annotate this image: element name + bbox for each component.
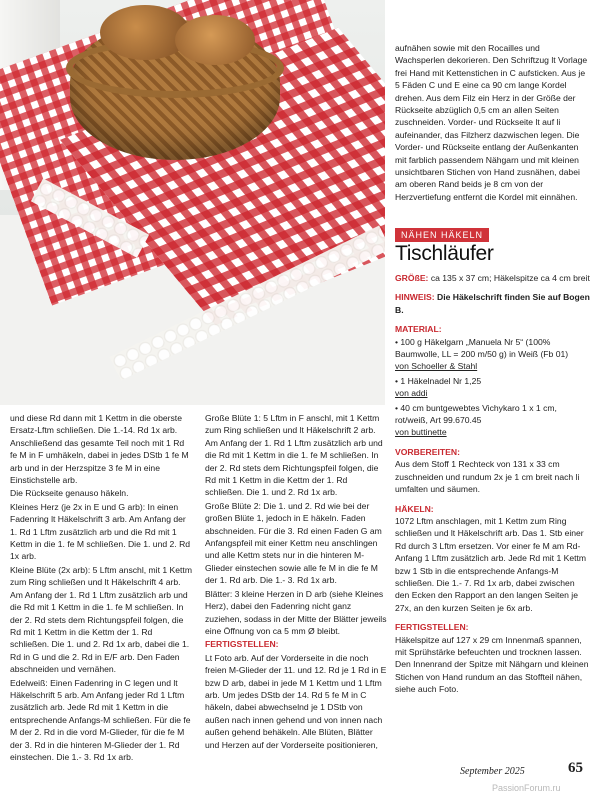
material-item-2: • 1 Häkelnadel Nr 1,25 <box>395 375 482 386</box>
instructions-right <box>395 272 590 703</box>
project-title: Tischläufer <box>395 242 494 265</box>
paragraph: Lt Foto arb. Auf der Vorderseite in die noch freien M-Glieder der 11. und 12. Rd je 1 Rd in E bzw D arb, dabei in jede M 1 Kettm und 1 Lftm arb. Um jedes DStb der 14. Rd 5 fe M in C häkeln, dabei abwechselnd je 1 DStb von außen nach innen gehend und von innen nach außen gehend behäkeln. Alle Blüten, Blätter und Herzen auf der Vorderseite positionieren, <box>205 652 387 750</box>
paragraph: Große Blüte 2: Die 1. und 2. Rd wie bei der großen Blüte 1, jedoch in E häkeln. Faden abschneiden. Für die 3. Rd einen Faden G am Anfangspfeil mit einer Kettm neu anschlingen und alle Kettm stets nur in die hinteren M-Glieder einstechen sowie alle fe M in die fe M der 1. Rd arb. Die 1.- 3. Rd 1x arb. <box>205 500 382 586</box>
size-label: GRÖßE: <box>395 273 429 283</box>
finish-text: Häkelspitze auf 127 x 29 cm Innenmaß spannen, mit Sprühstärke befeuchten und trocknen lassen. Den Innenrand der Spitze mit Nähgarn und kleinen Stichen von Hand rundum an das Stoffteil nähen, siehe auch Foto. <box>395 634 589 695</box>
paragraph: Die Rückseite genauso häkeln. <box>10 488 129 499</box>
material-source-1: von Schoeller & Stahl <box>395 361 478 372</box>
note-label: HINWEIS: <box>395 292 435 303</box>
paragraph: Kleine Blüte (2x arb): 5 Lftm anschl, mit 1 Kettm zum Ring schließen und lt Häkelschrift 4 arb. Am Anfang der 1. Rd 1 Lftm zusätzlich arb und die Rd mit 1 Kettm in die 1. fe M schließen. In der 2. Rd stets dem Richtungspfeil folgen, die Rd mit 1 Kettm in die Kettm der 1. Rd schließen. Die 1. und 2. Rd 1x arb, dabei die 1. Rd in G und die 2. Rd in E/F arb. Den Faden abschneiden und vernähen. <box>10 564 192 675</box>
bread-roll-2 <box>175 15 255 65</box>
material-section <box>395 323 590 373</box>
crochet-text: 1072 Lftm anschlagen, mit 1 Kettm zum Ring schließen und lt Häkelschrift arb. Das 1. Stb einer Rd durch 3 Lftm ersetzen. Vor einer fe M am Rd-Anfang 1 Lftm zusätzlich arb. Jede Rd mit 1 Kettm bzw 1 Stb in die entsprechende Anfangs-M schließen. Die 1.- 7. Rd 1x arb, dabei zwischen den Ecken den Rapport an den langen Seiten je 27x, an den kurzen Seiten je 6x arb. <box>395 515 587 613</box>
category-badge: NÄHEN HÄKELN <box>395 228 489 242</box>
right-column-continuation: aufnähen sowie mit den Rocailles und Wachsperlen dekorieren. Den Schriftzug lt Vorlage frei Hand mit Kettenstichen in C aufsticken. Aus je 5 Fäden C und E eine ca 90 cm lange Kordel drehen. Aus dem Filz ein Herz in der Größe der Rückseite abzüglich 0,5 cm an allen Seiten zuschneiden. Vorder- und Rückseite lt auf li aufeinander, das Filzherz dazwischen legen. Die Vorder- und Rückseite entlang der Außenkanten mit farblich passendem Nähgarn und mit kleinen unsichtbaren Stichen von Hand zusnähen, dabei am oberen Rand beids je 8 cm von der Herzvertiefung entfernt die Kordel mit einnähen. <box>395 43 588 202</box>
watermark: PassionForum.ru <box>492 783 561 793</box>
material-source-3: von buttinette <box>395 427 447 438</box>
material-item-2-block <box>395 375 590 400</box>
photo-table-runner <box>0 0 385 405</box>
size-text: ca 135 x 37 cm; Häkelspitze ca 4 cm breit <box>430 273 590 283</box>
note-section <box>395 291 590 316</box>
material-item-1: • 100 g Häkelgarn „Manuela Nr 5“ (100% Baumwolle, LL = 200 m/50 g) in Weiß (Fb 01) <box>395 336 569 360</box>
paragraph: Blätter: 3 kleine Herzen in D arb (siehe Kleines Herz), dabei den Fadenring nicht ganz zuziehen, sodass in der Mitte der Blätter jeweils eine Öffnung von ca 5 mm Ø bleibt. <box>205 588 387 636</box>
prepare-text: Aus dem Stoff 1 Rechteck von 131 x 33 cm zuschneiden und rundum 2x je 1 cm breit nach li umfalten und säumen. <box>395 459 580 495</box>
paragraph: Große Blüte 1: 5 Lftm in F anschl, mit 1 Kettm zum Ring schließen und lt Häkelschrift 2 arb. Am Anfang der 1. Rd 1 Lftm zusätzlich arb und die Rd mit 1 Kettm in die 1. fe M schließen. In der 2. Rd stets dem Richtungspfeil folgen, die Rd mit 1 Kettm in die Kettm der 1. Rd schließen. Die 1. und 2. Rd 1x arb. <box>205 413 383 498</box>
paragraph: Kleines Herz (je 2x in E und G arb): In einen Fadenring lt Häkelschrift 3 arb. Am Anfang der 1. Rd 1 Lftm zusätzlich arb und die Rd mit 1 Kettm in die 1. fe M schließen. Die 1. und 2. Rd 1x arb. <box>10 501 191 562</box>
page-number: 65 <box>568 760 583 776</box>
crochet-label: HÄKELN: <box>395 503 434 514</box>
material-item-3: • 40 cm buntgewebtes Vichykaro 1 x 1 cm, rot/weiß, Art 99.670.45 <box>395 402 557 426</box>
crochet-section <box>395 503 590 615</box>
issue-date: September 2025 <box>460 766 525 777</box>
size-section <box>395 272 590 284</box>
material-source-2: von addi <box>395 388 428 399</box>
instructions-column-2 <box>205 412 387 752</box>
finish-label: FERTIGSTELLEN: <box>395 622 469 633</box>
paragraph: Edelweiß: Einen Fadenring in C legen und lt Häkelschrift 5 arb. Am Anfang jeder Rd 1 Lftm zusätzlich arb. Jede Rd mit 1 Kettm in die entsprechende Anfangs-M schließen. Für die fe M der 2. Rd in die vord M-Glieder, für die fe M der 3. Rd in die hinteren M-Glieder der 1. Rd einstechen. Die 1.- 3. Rd 1x arb. <box>10 677 191 762</box>
finish-section <box>395 621 590 695</box>
prepare-section <box>395 446 590 496</box>
note-text: Die Häkelschrift finden Sie auf Bogen B. <box>395 292 590 315</box>
paragraph: und diese Rd dann mit 1 Kettm in die oberste Ersatz-Lftm schließen. Die 1.-14. Rd 1x arb. Anschließend das gesamte Teil noch mit 1 Rd fe M in F umhäkeln, dabei in jedes DStb 1 fe M arb und in der Herzspitze 3 fe M in eine Einstichstelle arb. <box>10 413 189 486</box>
material-item-3-block <box>395 402 590 439</box>
instructions-column-1 <box>10 412 192 764</box>
prepare-label: VORBEREITEN: <box>395 446 460 457</box>
finish-heading: FERTIGSTELLEN: <box>205 639 279 650</box>
material-label: MATERIAL: <box>395 324 442 335</box>
